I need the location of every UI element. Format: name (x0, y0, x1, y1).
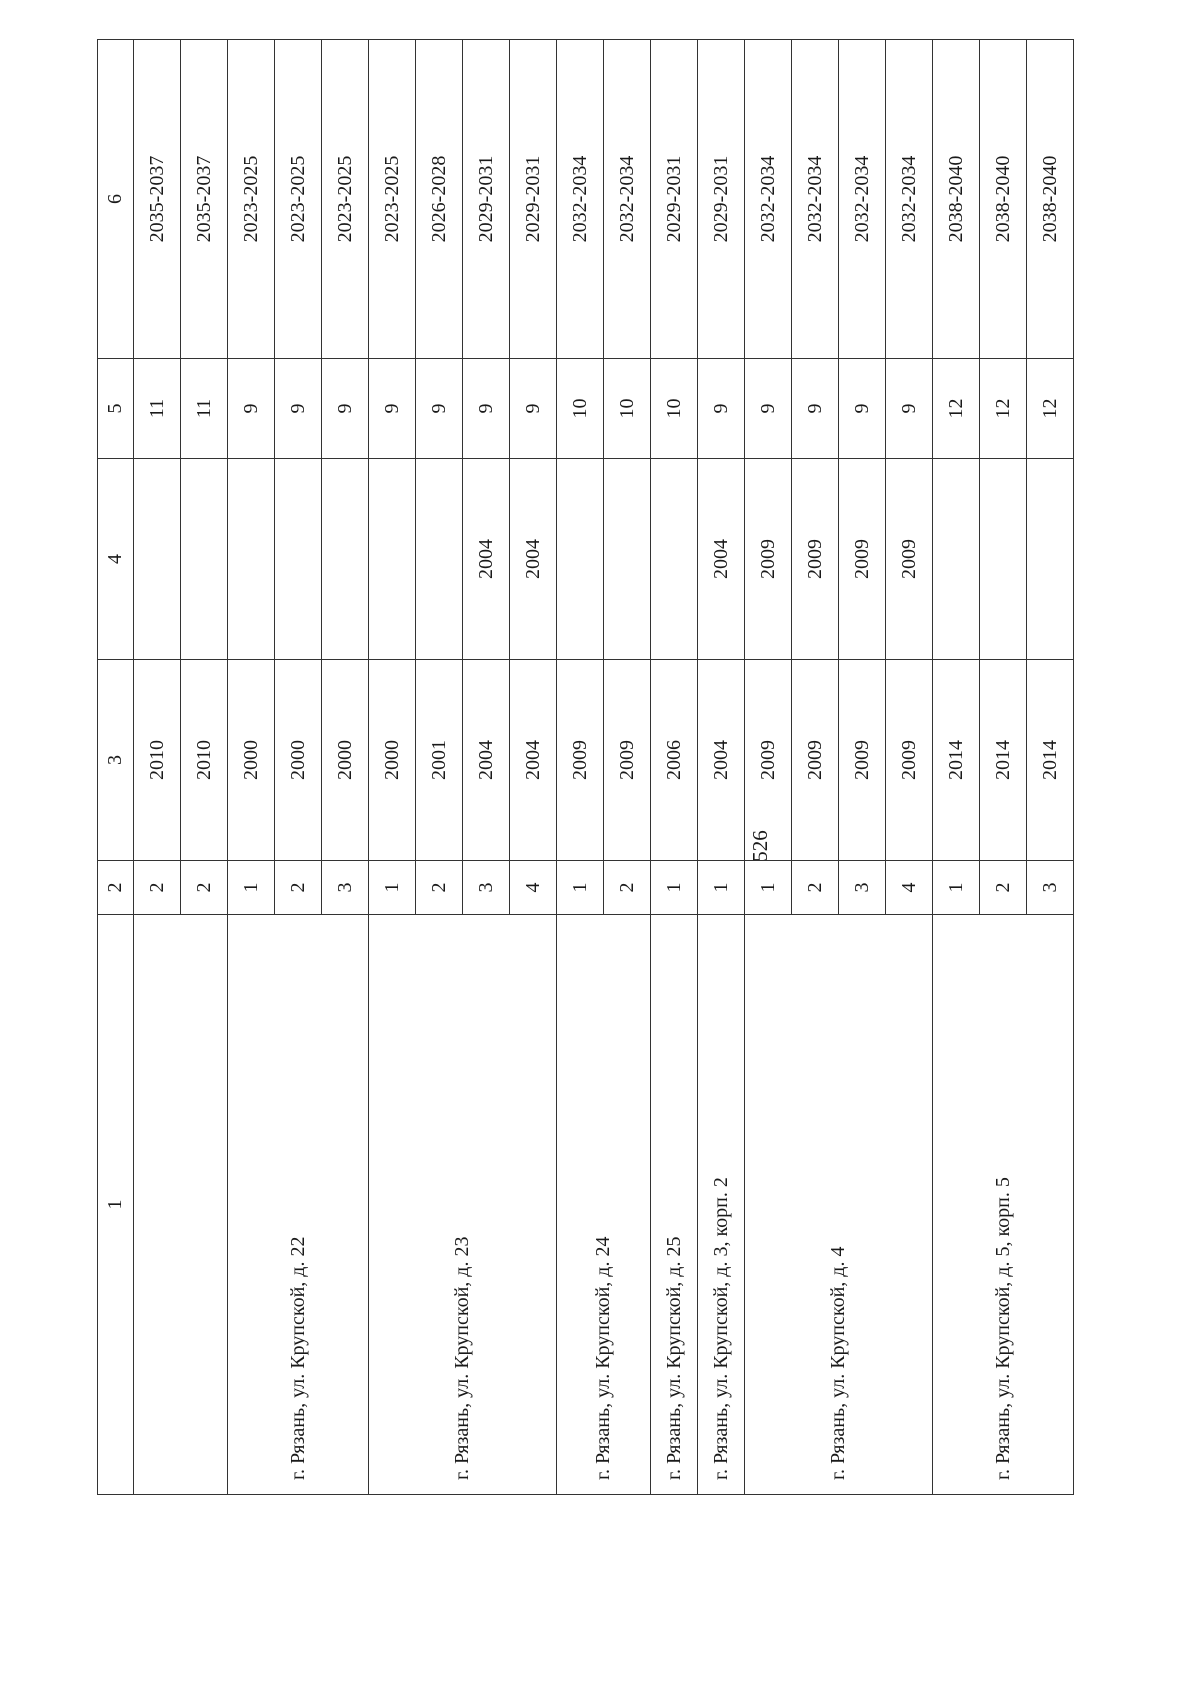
cell-c5: 11 (181, 359, 228, 459)
cell-c2: 1 (651, 861, 698, 915)
cell-c6: 2029-2031 (698, 40, 745, 359)
cell-c3: 2004 (463, 660, 510, 861)
cell-c5: 12 (933, 359, 980, 459)
column-number-row (98, 40, 134, 1495)
table-container (97, 40, 1074, 1495)
address-cell (134, 915, 228, 1495)
cell-c3: 2009 (604, 660, 651, 861)
cell-c6: 2038-2040 (980, 40, 1027, 359)
cell-c3: 2000 (228, 660, 275, 861)
column-header: 6 (98, 40, 134, 359)
cell-c6: 2023-2025 (369, 40, 416, 359)
cell-c2: 1 (369, 861, 416, 915)
cell-c4 (933, 459, 980, 660)
cell-c3: 2009 (886, 660, 933, 861)
cell-c6: 2032-2034 (604, 40, 651, 359)
cell-c5: 9 (745, 359, 792, 459)
column-header: 1 (98, 915, 134, 1495)
cell-c5: 9 (228, 359, 275, 459)
address-cell: г. Рязань, ул. Крупской, д. 5, корп. 5 (933, 915, 1074, 1495)
cell-c2: 2 (792, 861, 839, 915)
cell-c3: 2004 (510, 660, 557, 861)
cell-c3: 2009 (792, 660, 839, 861)
cell-c5: 12 (980, 359, 1027, 459)
table-row (745, 40, 792, 1495)
cell-c4 (275, 459, 322, 660)
cell-c2: 4 (886, 861, 933, 915)
cell-c2: 3 (1027, 861, 1074, 915)
cell-c6: 2029-2031 (463, 40, 510, 359)
cell-c4 (228, 459, 275, 660)
cell-c5: 11 (134, 359, 181, 459)
column-header: 4 (98, 459, 134, 660)
cell-c2: 2 (416, 861, 463, 915)
cell-c5: 9 (369, 359, 416, 459)
cell-c4 (604, 459, 651, 660)
cell-c3: 2000 (322, 660, 369, 861)
table-row (698, 40, 745, 1495)
cell-c3: 2006 (651, 660, 698, 861)
cell-c4 (980, 459, 1027, 660)
cell-c6: 2029-2031 (510, 40, 557, 359)
cell-c4 (416, 459, 463, 660)
cell-c6: 2032-2034 (557, 40, 604, 359)
cell-c3: 2000 (369, 660, 416, 861)
cell-c4: 2004 (510, 459, 557, 660)
cell-c6: 2035-2037 (181, 40, 228, 359)
cell-c6: 2032-2034 (792, 40, 839, 359)
cell-c2: 3 (839, 861, 886, 915)
cell-c3: 2009 (557, 660, 604, 861)
table-body (134, 40, 1074, 1495)
cell-c6: 2032-2034 (839, 40, 886, 359)
cell-c6: 2038-2040 (933, 40, 980, 359)
cell-c6: 2026-2028 (416, 40, 463, 359)
cell-c5: 10 (651, 359, 698, 459)
cell-c4 (322, 459, 369, 660)
cell-c4 (1027, 459, 1074, 660)
table-row (228, 40, 275, 1495)
cell-c4 (134, 459, 181, 660)
cell-c6: 2023-2025 (228, 40, 275, 359)
cell-c4: 2009 (886, 459, 933, 660)
cell-c2: 4 (510, 861, 557, 915)
address-cell: г. Рязань, ул. Крупской, д. 4 (745, 915, 933, 1495)
address-cell: г. Рязань, ул. Крупской, д. 25 (651, 915, 698, 1495)
cell-c2: 1 (698, 861, 745, 915)
cell-c3: 2009 (839, 660, 886, 861)
cell-c5: 9 (792, 359, 839, 459)
column-header: 2 (98, 861, 134, 915)
cell-c2: 1 (557, 861, 604, 915)
cell-c5: 10 (604, 359, 651, 459)
cell-c2: 3 (463, 861, 510, 915)
cell-c6: 2029-2031 (651, 40, 698, 359)
cell-c5: 9 (839, 359, 886, 459)
cell-c3: 2010 (134, 660, 181, 861)
cell-c2: 2 (980, 861, 1027, 915)
cell-c2: 1 (933, 861, 980, 915)
cell-c5: 9 (275, 359, 322, 459)
cell-c3: 2010 (181, 660, 228, 861)
cell-c3: 2009 (745, 660, 792, 861)
cell-c6: 2032-2034 (886, 40, 933, 359)
table-row (557, 40, 604, 1495)
cell-c3: 2000 (275, 660, 322, 861)
cell-c2: 2 (604, 861, 651, 915)
cell-c3: 2014 (933, 660, 980, 861)
cell-c4 (651, 459, 698, 660)
cell-c3: 2001 (416, 660, 463, 861)
cell-c5: 9 (510, 359, 557, 459)
address-cell: г. Рязань, ул. Крупской, д. 24 (557, 915, 651, 1495)
address-cell: г. Рязань, ул. Крупской, д. 22 (228, 915, 369, 1495)
page-number: 526 (748, 830, 772, 862)
cell-c4: 2009 (839, 459, 886, 660)
cell-c5: 9 (463, 359, 510, 459)
cell-c4: 2009 (745, 459, 792, 660)
cell-c6: 2023-2025 (322, 40, 369, 359)
cell-c4: 2004 (698, 459, 745, 660)
cell-c6: 2023-2025 (275, 40, 322, 359)
cell-c2: 2 (134, 861, 181, 915)
cell-c5: 10 (557, 359, 604, 459)
register-table (97, 39, 1074, 1495)
cell-c5: 9 (886, 359, 933, 459)
cell-c5: 9 (416, 359, 463, 459)
cell-c4: 2009 (792, 459, 839, 660)
cell-c4 (181, 459, 228, 660)
cell-c4 (557, 459, 604, 660)
table-row (651, 40, 698, 1495)
cell-c6: 2038-2040 (1027, 40, 1074, 359)
cell-c2: 2 (181, 861, 228, 915)
table-row (933, 40, 980, 1495)
cell-c5: 12 (1027, 359, 1074, 459)
column-header: 5 (98, 359, 134, 459)
cell-c6: 2032-2034 (745, 40, 792, 359)
cell-c4 (369, 459, 416, 660)
cell-c3: 2014 (1027, 660, 1074, 861)
cell-c6: 2035-2037 (134, 40, 181, 359)
cell-c2: 2 (275, 861, 322, 915)
cell-c2: 1 (745, 861, 792, 915)
table-row (369, 40, 416, 1495)
cell-c4: 2004 (463, 459, 510, 660)
column-header: 3 (98, 660, 134, 861)
address-cell: г. Рязань, ул. Крупской, д. 3, корп. 2 (698, 915, 745, 1495)
address-cell: г. Рязань, ул. Крупской, д. 23 (369, 915, 557, 1495)
cell-c3: 2014 (980, 660, 1027, 861)
cell-c5: 9 (322, 359, 369, 459)
cell-c5: 9 (698, 359, 745, 459)
table-row (134, 40, 181, 1495)
cell-c2: 3 (322, 861, 369, 915)
cell-c3: 2004 (698, 660, 745, 861)
cell-c2: 1 (228, 861, 275, 915)
